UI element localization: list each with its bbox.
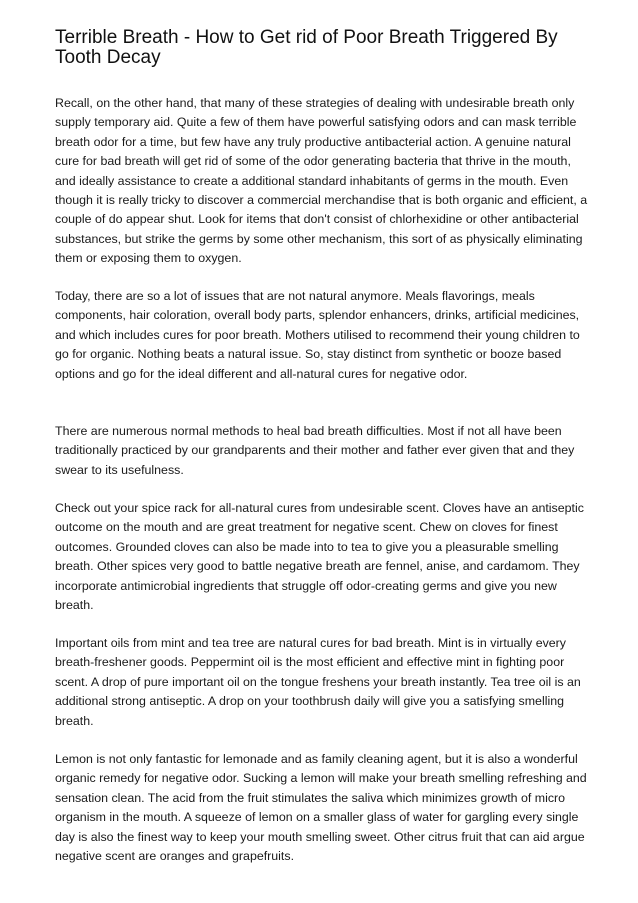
paragraph-4: Check out your spice rack for all-natural cures from undesirable scent. Cloves have an antiseptic outcome on the mouth and are great treatment for negative scent. Chew on cloves for finest outcomes. Grounded cloves can also be made into to tea to give you a pleasurable smelling breath. Other spices very good to battle negative breath are fennel, anise, and cardamom. They incorporate antimicrobial ingredients that struggle off odor-creating germs and give you new breath. <box>55 501 584 613</box>
paragraph-2: Today, there are so a lot of issues that are not natural anymore. Meals flavorings, meals components, hair coloration, overall body parts, splendor enhancers, drinks, artificial medicines, and which includes cures for poor breath. Mothers utilised to recommend their young children to go for organic. Nothing beats a natural issue. So, stay distinct from synthetic or booze based options and go for the ideal different and all-natural cures for negative odor. <box>55 289 580 381</box>
paragraph-5: Important oils from mint and tea tree are natural cures for bad breath. Mint is in virtually every breath-freshener goods. Peppermint oil is the most efficient and effective mint in fighting poor scent. A drop of pure important oil on the tongue freshens your breath instantly. Tea tree oil is an additional strong antiseptic. A drop on your toothbrush daily will give you a satisfying smelling breath. <box>55 636 581 728</box>
page-title: Terrible Breath - How to Get rid of Poor Breath Triggered By Tooth Decay <box>55 27 558 68</box>
paragraph-6: Lemon is not only fantastic for lemonade and as family cleaning agent, but it is also a wonderful organic remedy for negative odor. Sucking a lemon will make your breath smelling refreshing and sensation clean. The acid from the fruit stimulates the saliva which minimizes growth of micro organism in the mouth. A squeeze of lemon on a smaller glass of water for gargling every single day is also the finest way to keep your mouth smelling sweet. Other citrus fruit that can aid argue negative scent are oranges and grapefruits. <box>55 752 587 864</box>
paragraph-1: Recall, on the other hand, that many of these strategies of dealing with undesirable breath only supply temporary aid. Quite a few of them have powerful satisfying odors and can mask terrible breath odor for a time, but few have any truly productive antibacterial action. A genuine natural cure for bad breath will get rid of some of the odor generating bacteria that thrive in the mouth, and ideally assistance to create a additional standard inhabitants of germs in the mouth. Even though it is really tricky to discover a commercial merchandise that is both organic and efficient, a couple of do appear shut. Look for items that don't consist of chlorhexidine or other antibacterial substances, but strike the germs by some other mechanism, this sort of as physically eliminating them or exposing them to oxygen. <box>55 96 588 266</box>
paragraph-3: There are numerous normal methods to heal bad breath difficulties. Most if not all have been traditionally practiced by our grandparents and their mother and father ever given that and they swear to its usefulness. <box>55 424 575 477</box>
